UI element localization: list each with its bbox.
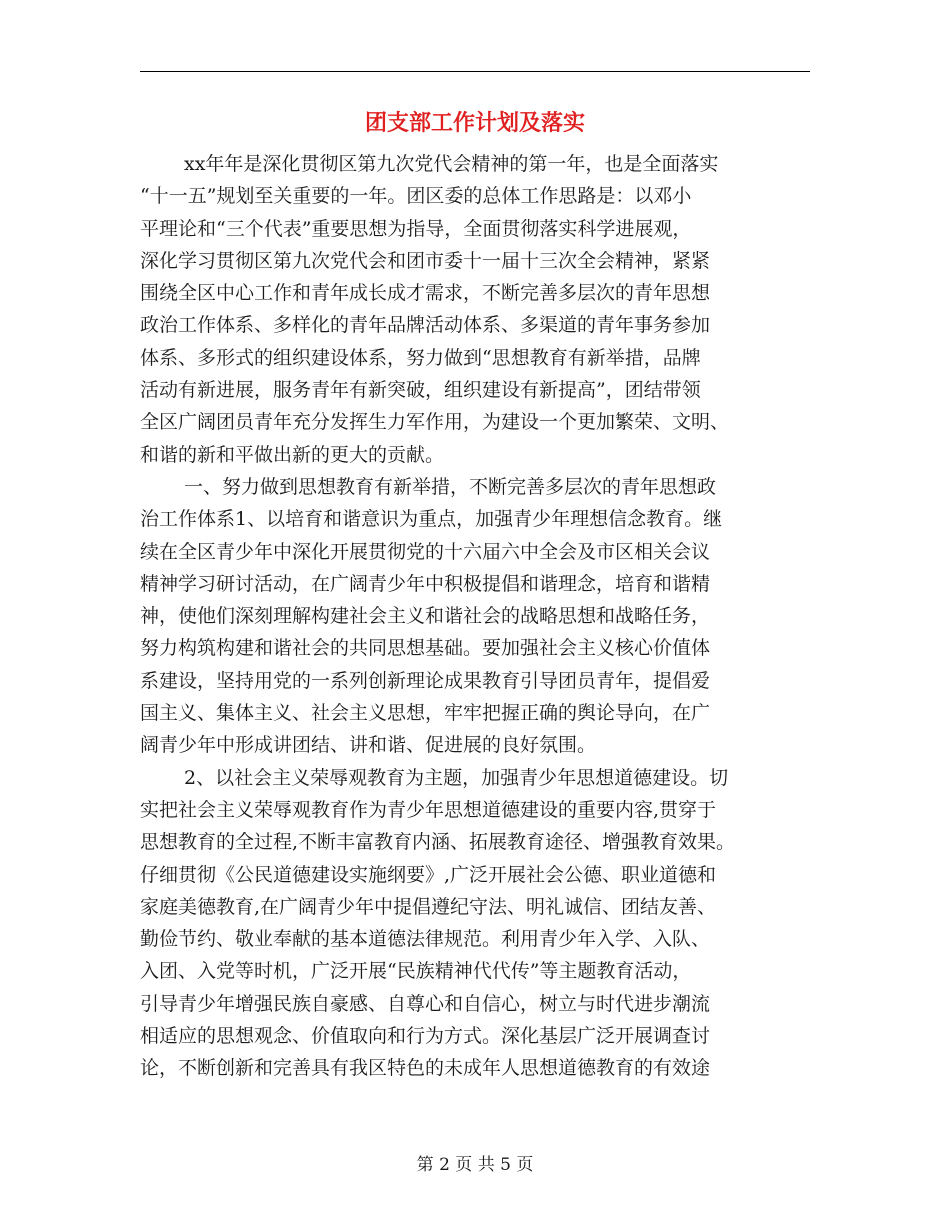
page-footer: 第 2 页 共 5 页 (416, 1155, 534, 1175)
body-line: 治工作体系1、以培育和谐意识为重点，加强青少年理想信念教育。继 (140, 508, 723, 531)
body-line: 和谐的新和平做出新的更大的贡献。 (140, 443, 445, 466)
body-line: 神，使他们深刻理解构建社会主义和谐社会的战略思想和战略任务， (140, 605, 711, 628)
body-line: 系建设，坚持用党的一系列创新理论成果教育引导团员青年，提倡爱 (140, 669, 711, 692)
body-line: 一、努力做到思想教育有新举措，不断完善多层次的青年思想政 (184, 475, 717, 498)
body-line: 论，不断创新和完善具有我区特色的未成年人思想道德教育的有效途 (140, 1057, 711, 1080)
body-line: 国主义、集体主义、社会主义思想，牢牢把握正确的舆论导向，在广 (140, 702, 711, 725)
header-rule (140, 71, 810, 72)
body-line: 引导青少年增强民族自豪感、自尊心和自信心，树立与时代进步潮流 (140, 992, 711, 1015)
body-line: xx年年是深化贯彻区第九次党代会精神的第一年，也是全面落实 (184, 153, 719, 175)
body-line: 2、以社会主义荣辱观教育为主题，加强青少年思想道德建设。切 (184, 766, 729, 789)
body-line: 精神学习研讨活动，在广阔青少年中积极提倡和谐理念，培育和谐精 (140, 572, 711, 595)
body-line: 体系、多形式的组织建设体系，努力做到“思想教育有新举措，品牌 (140, 346, 701, 369)
body-line: 实把社会主义荣辱观教育作为青少年思想道德建设的重要内容,贯穿于 (140, 798, 717, 821)
body-line: 深化学习贯彻区第九次党代会和团市委十一届十三次全会精神，紧紧 (140, 249, 711, 272)
body-line: 思想教育的全过程,不断丰富教育内涵、拓展教育途径、增强教育效果。 (140, 831, 736, 854)
body-line: 政治工作体系、多样化的青年品牌活动体系、多渠道的青年事务参加 (140, 314, 711, 337)
body-line: 全区广阔团员青年充分发挥生力军作用，为建设一个更加繁荣、文明、 (140, 411, 730, 434)
body-line: 围绕全区中心工作和青年成长成才需求，不断完善多层次的青年思想 (140, 282, 711, 305)
body-line: 阔青少年中形成讲团结、讲和谐、促进展的良好氛围。 (140, 734, 597, 757)
body-line: 平理论和“三个代表”重要思想为指导，全面贯彻落实科学进展观， (140, 217, 692, 240)
body-line: 相适应的思想观念、价值取向和行为方式。深化基层广泛开展调查讨 (140, 1025, 711, 1048)
document-title: 团支部工作计划及落实 (364, 111, 585, 136)
body-line: 勤俭节约、敬业奉献的基本道德法律规范。利用青少年入学、入队、 (140, 928, 711, 951)
body-line: 家庭美德教育,在广阔青少年中提倡遵纪守法、明礼诚信、团结友善、 (140, 895, 717, 918)
document-body (140, 148, 810, 1085)
body-line: “十一五”规划至关重要的一年。团区委的总体工作思路是：以邓小 (140, 185, 692, 208)
body-line: 续在全区青少年中深化开展贯彻党的十六届六中全会及市区相关会议 (140, 540, 711, 563)
body-line: 努力构筑构建和谐社会的共同思想基础。要加强社会主义核心价值体 (140, 637, 711, 660)
body-line: 活动有新进展，服务青年有新突破，组织建设有新提高”，团结带领 (140, 379, 701, 402)
body-line: 入团、入党等时机，广泛开展“民族精神代代传”等主题教育活动， (140, 960, 692, 983)
body-line: 仔细贯彻《公民道德建设实施纲要》,广泛开展社会公德、职业道德和 (140, 863, 717, 886)
